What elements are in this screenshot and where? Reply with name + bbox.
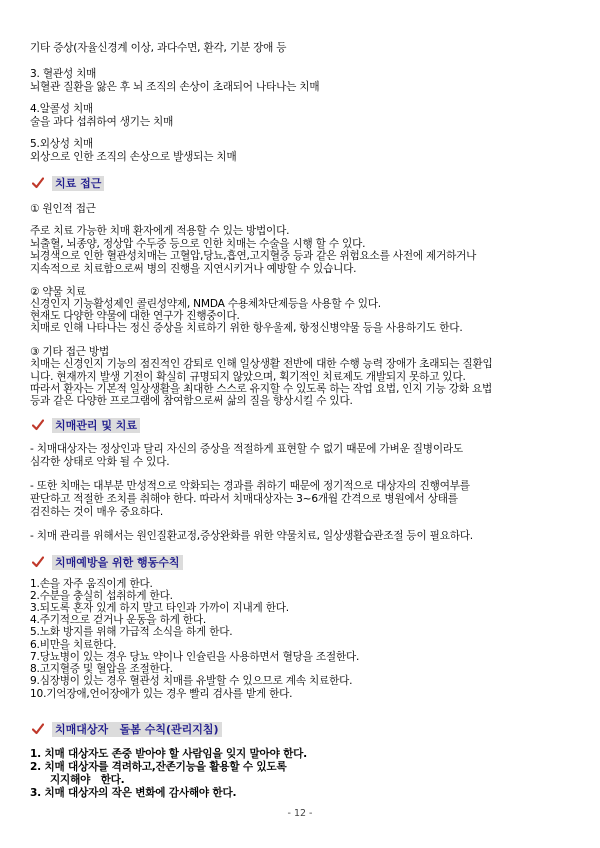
text-line: 등과 같은 다양한 프로그램에 참여함으로써 삶의 질을 향상시킬 수 있다. (30, 395, 353, 407)
list-item: 7.당뇨병이 있는 경우 당뇨 약이나 인슐린을 사용하면서 혈당을 조절한다. (30, 651, 360, 663)
text-line: 뇌경색으로 인한 혈관성치매는 고혈압,당뇨,흡연,고지혈증 등과 같은 위험요소를 사전에 제거하거나 (30, 250, 477, 262)
section-heading-treatment (32, 175, 104, 191)
list-heading: 4.알콜성 치매 (30, 103, 94, 115)
section-heading-prevention (32, 554, 183, 570)
text-line: - 치매 관리를 위해서는 원인질환교정,증상완화를 위한 약물치료, 일상생활습관조절 등이 필요하다. (30, 530, 473, 542)
check-icon (32, 419, 44, 431)
section-heading-label: 치매관리 및 치료 (52, 418, 140, 433)
section-heading-label: 치매대상자 돌봄 수칙(관리지침) (52, 722, 222, 737)
list-item: 4.주기적으로 걷거나 운동을 하게 한다. (30, 614, 207, 626)
text-line: 주로 치료 가능한 치매 환자에게 적용할 수 있는 방법이다. (30, 225, 290, 237)
list-item: 5.노화 방지를 위해 가급적 소식을 하게 한다. (30, 626, 233, 638)
list-heading: 5.외상성 치매 (30, 138, 94, 150)
page-number: - 12 - (287, 808, 313, 819)
list-item: 1.손을 자주 움직이게 한다. (30, 578, 153, 590)
list-item: 9.심장병이 있는 경우 혈관성 치매를 유발할 수 있으므로 계속 치료한다. (30, 675, 353, 687)
section-heading-management (32, 417, 140, 433)
text-line: 심각한 상태로 악화 될 수 있다. (30, 456, 170, 468)
text-line: 기타 증상(자율신경계 이상, 과다수면, 환각, 기분 장애 등 (30, 42, 287, 54)
check-icon (32, 177, 44, 189)
list-item: 3.되도록 혼자 있게 하지 말고 타인과 가까이 지내게 한다. (30, 602, 289, 614)
text-line: 니다. 현재까지 발생 기전이 확실히 규명되지 않았으며, 획기적인 치료제도 개발되지 못하고 있다. (30, 371, 466, 383)
sub-heading: ② 약물 치료 (30, 286, 86, 298)
check-icon (32, 556, 44, 568)
sub-heading: ① 원인적 접근 (30, 203, 96, 215)
text-line: 판단하고 적절한 조치를 취해야 한다. 따라서 치매대상자는 3~6개월 간격으로 병원에서 상태를 (30, 493, 458, 505)
text-line: 뇌혈관 질환을 앓은 후 뇌 조직의 손상이 초래되어 나타나는 치매 (30, 81, 320, 93)
text-line: 치매로 인해 나타나는 정신 증상을 치료하기 위한 항우울제, 항정신병약물 등을 사용하기도 한다. (30, 322, 463, 334)
list-item: 3. 치매 대상자의 작은 변화에 감사해야 한다. (30, 787, 237, 799)
list-item: 2. 치매 대상자를 격려하고,잔존기능을 활용할 수 있도록 (30, 761, 287, 773)
text-line: 따라서 환자는 기본적 일상생활을 최대한 스스로 유지할 수 있도록 하는 작업 요법, 인지 기능 강화 요법 (30, 383, 493, 395)
text-line: - 또한 치매는 대부분 만성적으로 악화되는 경과를 취하기 때문에 정기적으로 대상자의 진행여부를 (30, 480, 470, 492)
text-line: 외상으로 인한 조직의 손상으로 발생되는 치매 (30, 151, 237, 163)
list-item-continuation: 지지해야 한다. (50, 774, 125, 786)
list-item: 1. 치매 대상자도 존중 받아야 할 사람임을 잊지 말아야 한다. (30, 748, 307, 760)
list-item: 10.기억장애,언어장애가 있는 경우 빨리 검사를 받게 한다. (30, 688, 293, 700)
sub-heading: ③ 기타 접근 방법 (30, 346, 110, 358)
text-line: 뇌출혈, 뇌종양, 정상압 수두증 등으로 인한 치매는 수술을 시행 할 수 있다. (30, 238, 366, 250)
section-heading-label: 치료 접근 (52, 176, 104, 191)
list-item: 8.고지혈증 및 혈압을 조절한다. (30, 663, 173, 675)
text-line: 신경인지 기능활성제인 콜린성약제, NMDA 수용체차단제등을 사용할 수 있다. (30, 298, 381, 310)
text-line: 현재도 다양한 약물에 대한 연구가 진행중이다. (30, 310, 240, 322)
text-line: 지속적으로 치료함으로써 병의 진행을 지연시키거나 예방할 수 있습니다. (30, 263, 357, 275)
list-item: 2.수분을 충실히 섭취하게 한다. (30, 590, 173, 602)
text-line: 검진하는 것이 매우 중요하다. (30, 506, 164, 518)
section-heading-care (32, 721, 222, 737)
text-line: 술을 과다 섭취하여 생기는 치매 (30, 116, 174, 128)
list-item: 6.비만을 치료한다. (30, 639, 117, 651)
check-icon (32, 723, 44, 735)
text-line: 치매는 신경인지 기능의 점진적인 감퇴로 인해 일상생활 전반에 대한 수행 능력 장애가 초래되는 질환입 (30, 358, 493, 370)
section-heading-label: 치매예방을 위한 행동수칙 (52, 555, 183, 570)
text-line: - 치매대상자는 정상인과 달리 자신의 증상을 적절하게 표현할 수 없기 때문에 가벼운 질병이라도 (30, 443, 463, 455)
list-heading: 3. 혈관성 치매 (30, 68, 97, 80)
